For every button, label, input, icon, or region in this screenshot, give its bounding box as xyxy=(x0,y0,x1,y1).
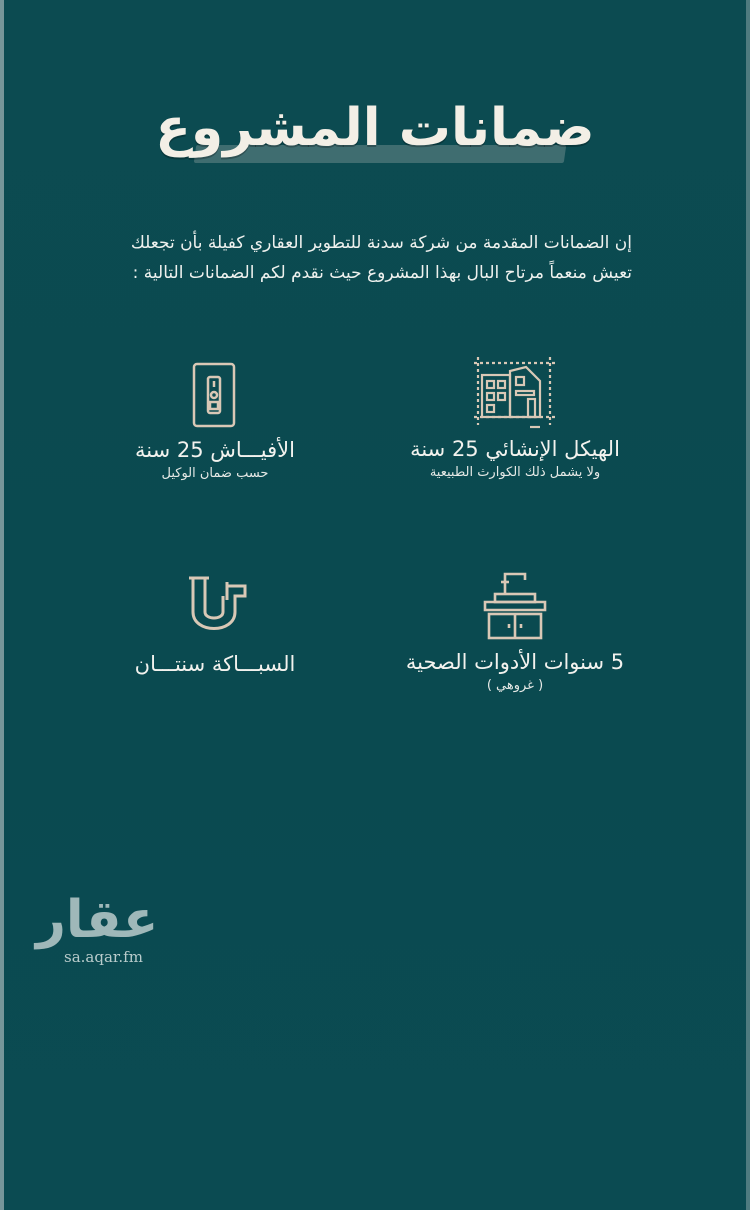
intro-paragraph: إن الضمانات المقدمة من شركة سدنة للتطوير العقاري كفيلة بأن تجعلك تعيش منعماً مرتاح البال بهذا المشروع حيث نقدم لكم الضمانات التالية : xyxy=(130,233,632,283)
plumbing-pipe-icon xyxy=(179,570,251,650)
right-edge-strip xyxy=(746,0,750,1210)
page-title: ضمانات المشروع xyxy=(155,98,595,158)
guarantee-plumbing xyxy=(110,570,320,678)
aqar-logo-text: عقار xyxy=(36,890,159,950)
guarantee-switches-note: حسب ضمان الوكيل xyxy=(161,466,269,481)
aqar-watermark xyxy=(36,892,158,966)
electrical-switch-icon xyxy=(185,360,245,436)
aqar-url: sa.aqar.fm xyxy=(64,948,143,966)
guarantee-switches-title: الأفيـــاش 25 سنة xyxy=(135,438,295,462)
guarantee-sanitary-note: ( غروهي ) xyxy=(486,678,544,693)
guarantee-sanitary xyxy=(390,568,640,696)
guarantee-structure-title: الهيكل الإنشائي 25 سنة xyxy=(410,437,620,461)
guarantee-structure xyxy=(390,355,640,483)
guarantee-structure-note: ولا يشمل ذلك الكوارث الطبيعية xyxy=(429,465,601,480)
left-edge-strip xyxy=(0,0,4,1210)
building-structure-icon xyxy=(470,355,560,435)
guarantee-sanitary-title: 5 سنوات الأدوات الصحية xyxy=(405,650,625,674)
guarantee-switches xyxy=(110,360,320,484)
guarantee-plumbing-title: السبـــاكة سنتـــان xyxy=(134,652,296,676)
bathroom-sink-icon xyxy=(477,568,553,648)
